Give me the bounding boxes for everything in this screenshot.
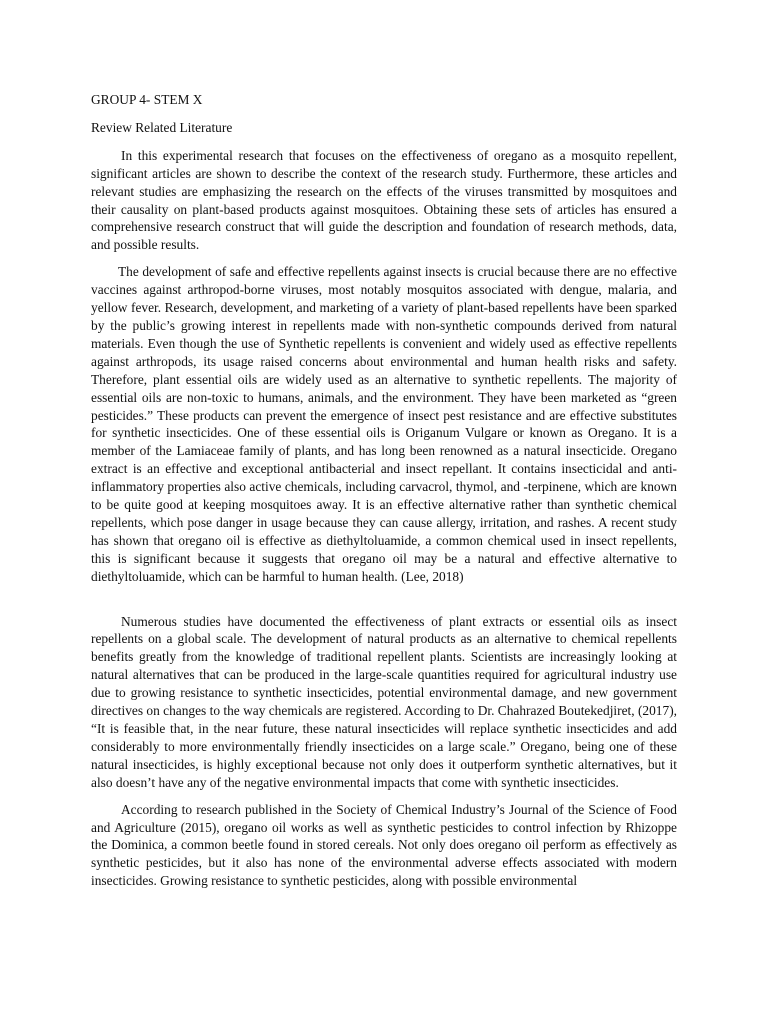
section-title: Review Related Literature	[91, 119, 233, 135]
paragraph-intro: In this experimental research that focuses on the effectiveness of oregano as a mosquito repellent, significant articles are shown to describe the context of the research study. Furthermore, these articles and relevant studies are emphasizing the research on the effects of the viruses transmitted by mosquitoes and their causality on plant-based products against mosquitoes. Obtaining these sets of articles has ensured a comprehensive research construct that will guide the description and foundation of research methods, data, and possible results.	[91, 147, 677, 253]
paragraph-global-studies: Numerous studies have documented the effectiveness of plant extracts or essential oils as insect repellents on a global scale. The development of natural products as an alternative to chemical repellents benefits greatly from the knowledge of traditional repellent plants. Scientists are increasingly looking at natural alternatives that can be produced in the large-scale quantities required for agricultural industry use due to growing resistance to synthetic insecticides, potential environmental damage, and new government directives on changes to the way chemicals are registered. According to Dr. Chahrazed Boutekedjiret, (2017), “It is feasible that, in the near future, these natural insecticides will replace synthetic insecticides and add considerably to more environmentally friendly insecticides on a large scale.” Oregano, being one of these natural insecticides, is highly exceptional because not only does it outperform synthetic alternatives, but it also doesn’t have any of the negative environmental impacts that come with synthetic insecticides.	[91, 613, 678, 790]
document-page	[91, 91, 677, 890]
paragraph-repellent-development: The development of safe and effective repellents against insects is crucial because there are no effective vaccines against arthropod-borne viruses, most notably mosquitos associated with dengue, malaria, and yellow fever. Research, development, and marketing of a variety of plant-based repellents have been sparked by the public’s growing interest in repellents made with non-synthetic compounds derived from natural materials. Even though the use of Synthetic repellents is convenient and widely used as effective repellents against arthropods, its usage raised concerns about environmental and human health risks and safety. Therefore, plant essential oils are widely used as an alternative to synthetic repellents. The majority of essential oils are non-toxic to humans, animals, and the environment. They have been marketed as “green pesticides.” These products can prevent the emergence of insect pest resistance and are effective substitutes for synthetic insecticides. One of these essential oils is Origanum Vulgare or known as Oregano. It is a member of the Lamiaceae family of plants, and has long been renowned as a natural insecticide. Oregano extract is an effective and exceptional antibacterial and insect repellant. It contains insecticidal and anti-inflammatory properties also active chemicals, including carvacrol, thymol, and -terpinene, which are known to be quite good at keeping mosquitoes away. It is an effective alternative rather than synthetic chemical repellents, which pose danger in usage because they can cause allergy, irritation, and rashes. A recent study has shown that oregano oil is effective as diethyltoluamide, a common chemical used in insect repellents, this is significant because it suggests that oregano oil may be a natural and effective alternative to diethyltoluamide, which can be harmful to human health. (Lee, 2018)	[91, 264, 677, 584]
group-label: GROUP 4- STEM X	[91, 92, 203, 107]
paragraph-food-agriculture-research: According to research published in the Society of Chemical Industry’s Journal of the Science of Food and Agriculture (2015), oregano oil works as well as synthetic pesticides to control infection by Rhizoppe the Dominica, a common beetle found in stored cereals. Not only does oregano oil perform as effectively as synthetic pesticides, but it also has none of the environmental adverse effects associated with modern insecticides. Growing resistance to synthetic pesticides, along with possible environmental	[91, 801, 677, 889]
